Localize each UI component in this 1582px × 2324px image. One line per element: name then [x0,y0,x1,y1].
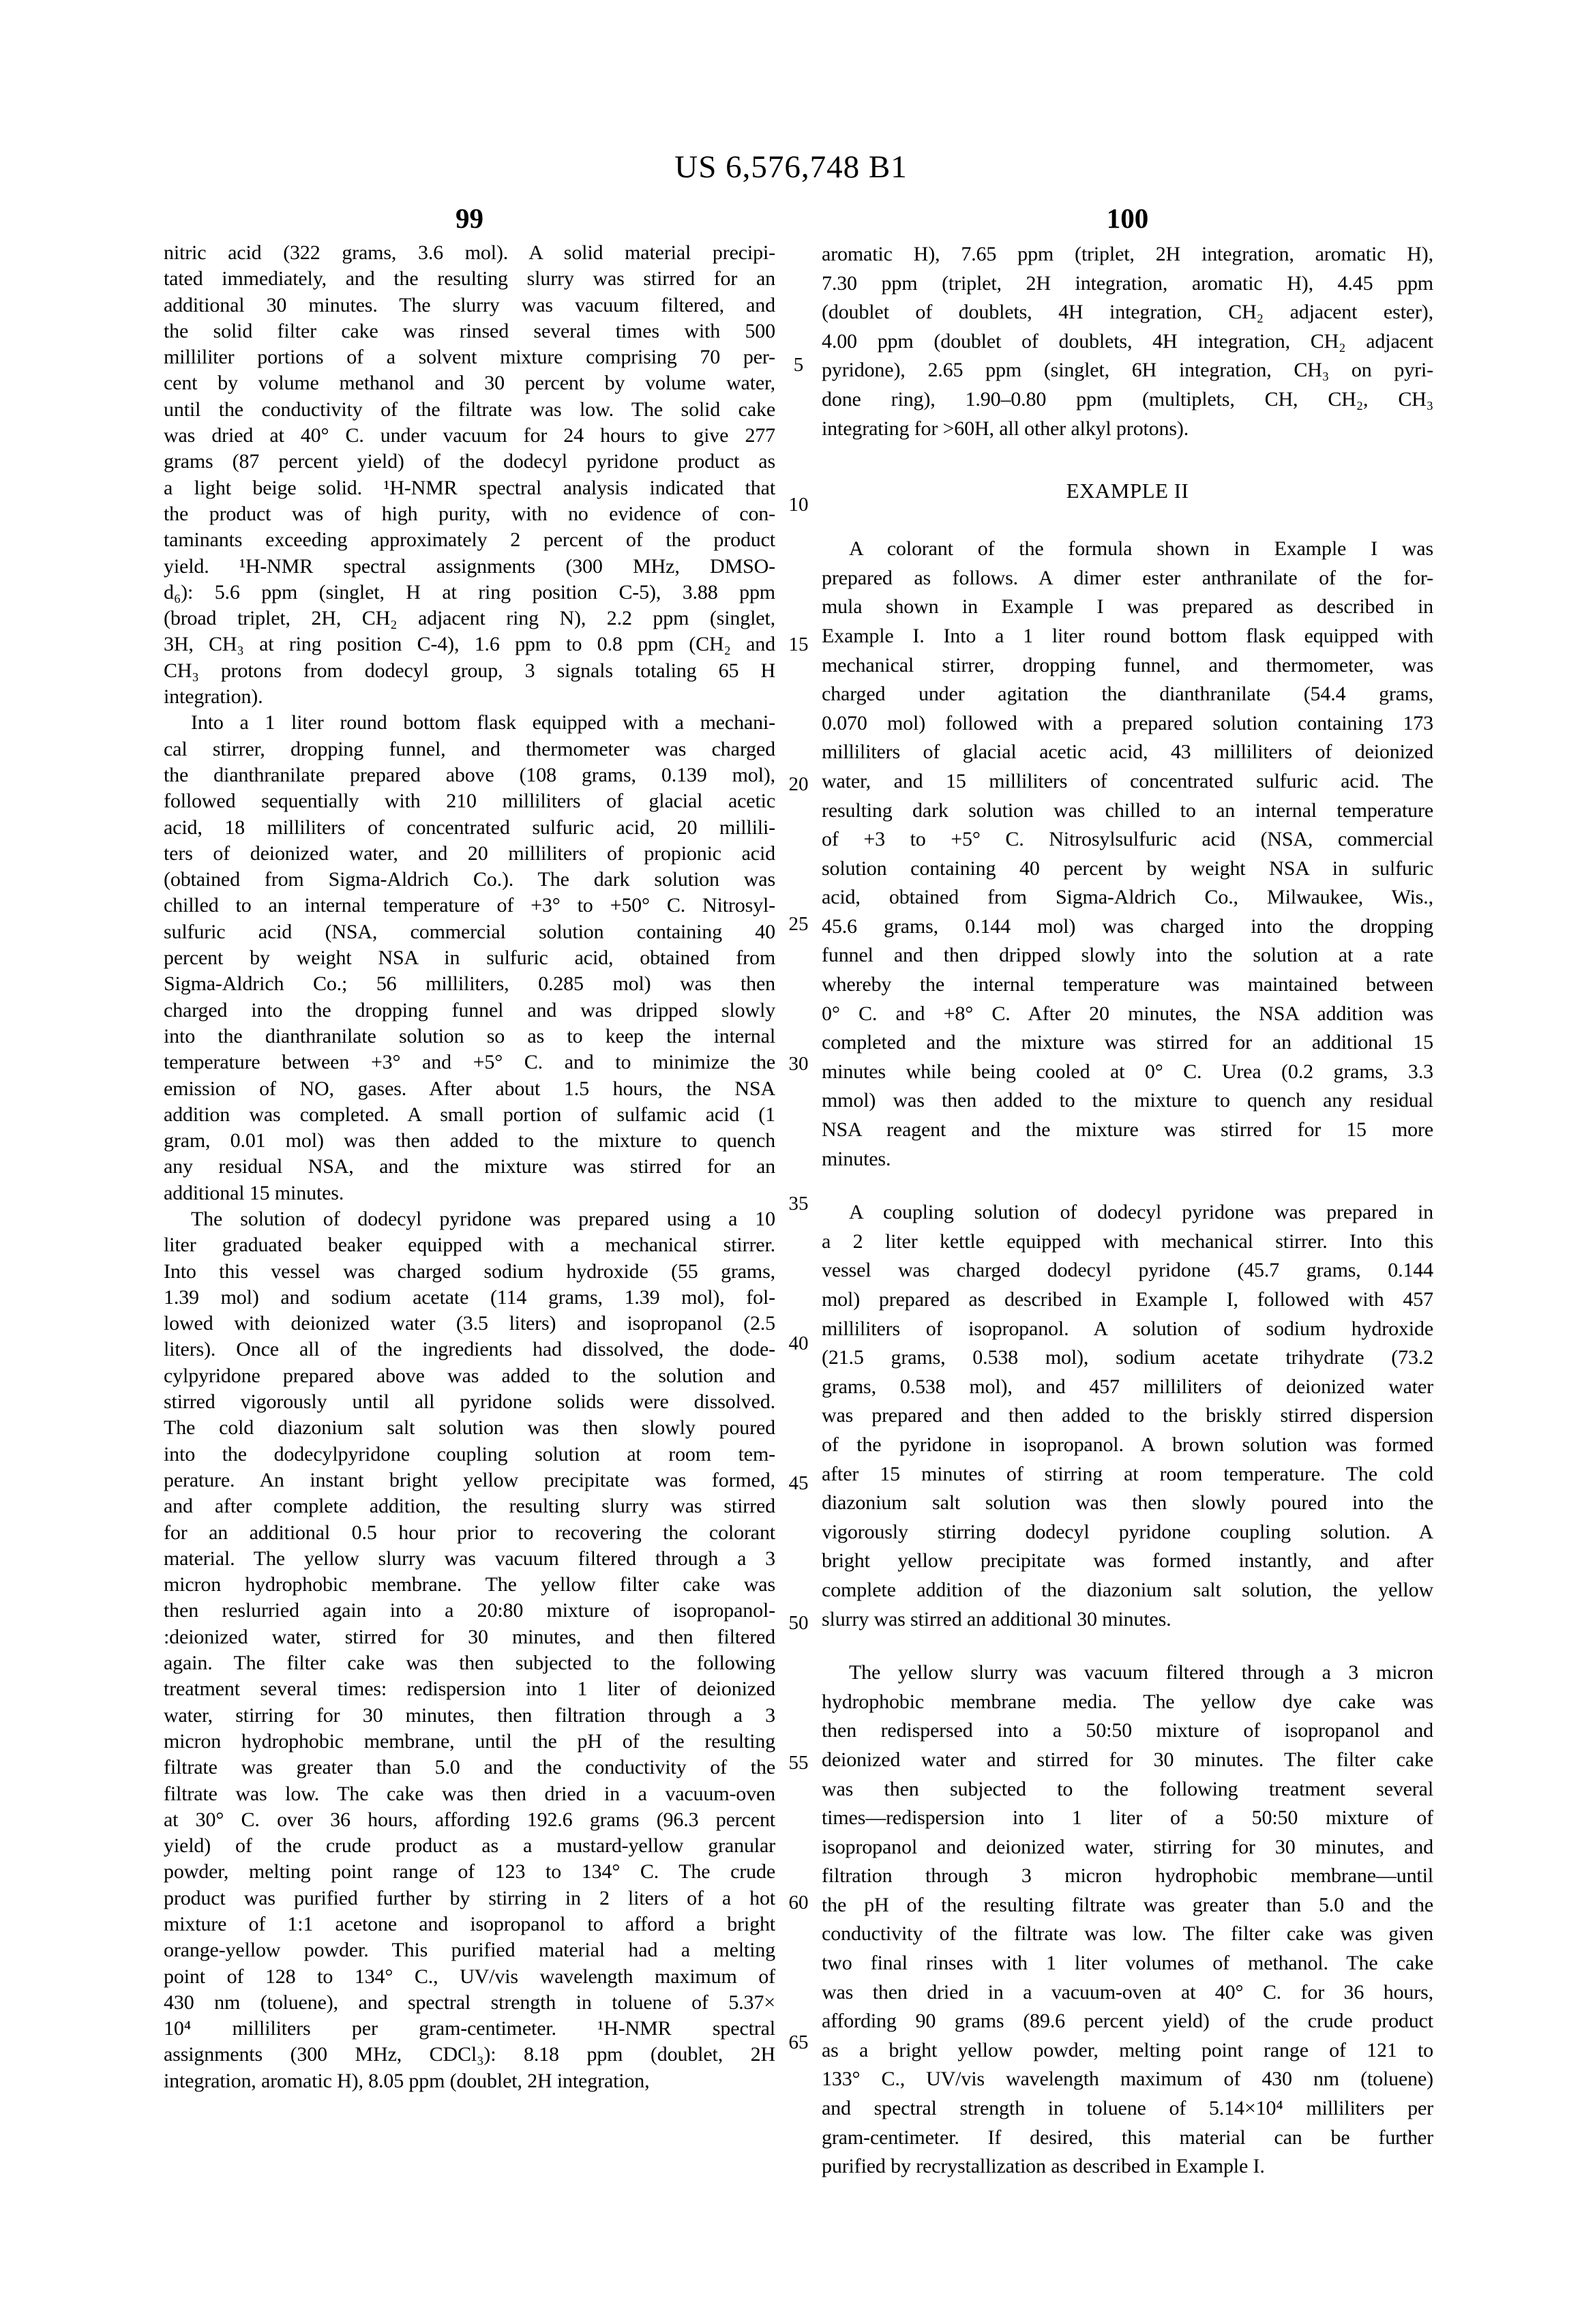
text-line: powder, melting point range of 123 to 134° C. The crude [164,1860,775,1883]
paragraph [822,1198,1433,1634]
text-line: vigorously stirring dodecyl pyridone coupling solution. A [822,1520,1433,1543]
text-line: integration, aromatic H), 8.05 ppm (doublet, 2H integration, [164,2069,650,2092]
text-line: mmol) was then added to the mixture to quench any residual [822,1089,1433,1112]
text-line: gram, 0.01 mol) was then added to the mixture to quench [164,1129,775,1152]
text-line: chilled to an internal temperature of +3° to +50° C. Nitrosyl- [164,894,775,917]
text-line: filtrate was low. The cake was then dried in a vacuum-oven [164,1782,775,1805]
paragraph [822,240,1433,443]
text-line: micron hydrophobic membrane, until the pH of the resulting [164,1729,775,1753]
text-line: and after complete addition, the resulting slurry was stirred [164,1495,775,1518]
text-line: liter graduated beaker equipped with a mechanical stirrer. [164,1234,775,1257]
text-line: complete addition of the diazonium salt solution, the yellow [822,1578,1433,1601]
text-line: of +3 to +5° C. Nitrosylsulfuric acid (NSA, commercial [822,828,1433,851]
example-heading: EXAMPLE II [1066,479,1189,503]
text-line: micron hydrophobic membrane. The yellow filter cake was [164,1573,775,1596]
text-line: Into this vessel was charged sodium hydroxide (55 grams, [164,1260,775,1283]
text-line: done ring), 1.90–0.80 ppm (multiplets, CH, CH₂, CH₃ [822,387,1433,411]
text-line: whereby the internal temperature was maintained between [822,973,1433,996]
text-line: product was purified further by stirring in 2 liters of a hot [164,1886,775,1909]
text-line: for an additional 0.5 hour prior to recovering the colorant [164,1521,775,1544]
text-line: a light beige solid. ¹H-NMR spectral analysis indicated that [164,476,775,499]
line-number: 55 [788,1752,809,1774]
text-line: the dianthranilate prepared above (108 grams, 0.139 mol), [164,763,775,786]
text-line: purified by recrystallization as described in Example I. [822,2155,1265,2178]
text-line: addition was completed. A small portion of sulfamic acid (1 [164,1103,775,1126]
text-line: ters of deionized water, and 20 milliliters of propionic acid [164,841,775,865]
text-line: gram-centimeter. If desired, this material can be further [822,2126,1433,2149]
line-number: 60 [788,1892,809,1913]
text-line: minutes. [822,1147,891,1170]
text-line: 10⁴ milliliters per gram-centimeter. ¹H-NMR spectral [164,2017,775,2040]
text-line: Into a 1 liter round bottom flask equipped with a mechani- [191,711,775,734]
text-line: A colorant of the formula shown in Example I was [849,537,1433,561]
text-line: integrating for >60H, all other alkyl protons). [822,417,1189,440]
text-line: acid, obtained from Sigma-Aldrich Co., Milwaukee, Wis., [822,886,1433,909]
text-line: d₆): 5.6 ppm (singlet, H at ring position C-5), 3.88 ppm [164,580,775,604]
text-line: stirred vigorously until all pyridone solids were dissolved. [164,1390,775,1414]
text-line: the pH of the resulting filtrate was greater than 5.0 and the [822,1893,1433,1916]
text-line: into the dodecylpyridone coupling solution at room tem- [164,1442,775,1465]
text-line: taminants exceeding approximately 2 percent of the product [164,528,775,552]
text-line: conductivity of the filtrate was low. The filter cake was given [822,1922,1433,1946]
text-line: pyridone), 2.65 ppm (singlet, 6H integration, CH₃ on pyri- [822,359,1433,382]
text-line: then redispersed into a 50:50 mixture of isopropanol and [822,1719,1433,1742]
text-line: sulfuric acid (NSA, commercial solution containing 40 [164,920,775,943]
text-line: additional 30 minutes. The slurry was vacuum filtered, and [164,293,775,316]
line-number: 30 [788,1053,809,1075]
text-line: 7.30 ppm (triplet, 2H integration, aromatic H), 4.45 ppm [822,271,1433,295]
left-text-column [164,240,775,2094]
text-line: liters). Once all of the ingredients had dissolved, the dode- [164,1338,775,1361]
text-line: 430 nm (toluene), and spectral strength in toluene of 5.37× [164,1991,775,2014]
text-line: water, stirring for 30 minutes, then filtration through a 3 [164,1703,775,1727]
text-line: was then dried in a vacuum-oven at 40° C. for 36 hours, [822,1980,1433,2003]
text-line: treatment several times: redispersion into 1 liter of deionized [164,1678,775,1701]
text-line: temperature between +3° and +5° C. and to minimize the [164,1051,775,1074]
line-number: 20 [788,773,809,795]
text-line: was then subjected to the following treatment several [822,1777,1433,1800]
text-line: Example I. Into a 1 liter round bottom flask equipped with [822,624,1433,647]
patent-number-header: US 6,576,748 B1 [674,149,908,185]
text-line: funnel and then dripped slowly into the solution at a rate [822,944,1433,967]
text-line: integration). [164,685,263,709]
paragraph [822,1658,1433,2181]
text-line: emission of NO, gases. After about 1.5 hours, the NSA [164,1077,775,1100]
text-line: charged under agitation the dianthranilate (54.4 grams, [822,683,1433,706]
line-number: 50 [788,1612,809,1634]
text-line: mol) prepared as described in Example I, followed with 457 [822,1288,1433,1311]
text-line: 4.00 ppm (doublet of doublets, 4H integration, CH₂ adjacent [822,329,1433,353]
text-line: charged into the dropping funnel and was dripped slowly [164,998,775,1022]
text-line: until the conductivity of the filtrate was low. The solid cake [164,398,775,421]
paragraph [822,535,1433,1174]
text-line: completed and the mixture was stirred for an additional 15 [822,1031,1433,1054]
text-line: two final rinses with 1 liter volumes of methanol. The cake [822,1952,1433,1975]
text-line: A coupling solution of dodecyl pyridone was prepared in [849,1201,1433,1224]
text-line: perature. An instant bright yellow precipitate was formed, [164,1468,775,1491]
text-line: the product was of high purity, with no evidence of con- [164,502,775,525]
line-number: 25 [788,913,809,935]
text-line: tated immediately, and the resulting slurry was stirred for an [164,267,775,290]
text-line: deionized water and stirred for 30 minutes. The filter cake [822,1748,1433,1771]
text-line: yield) of the crude product as a mustard-yellow granular [164,1834,775,1858]
text-line: filtrate was greater than 5.0 and the conductivity of the [164,1756,775,1779]
text-line: 0° C. and +8° C. After 20 minutes, the NSA addition was [822,1002,1433,1025]
text-line: 0.070 mol) followed with a prepared solution containing 173 [822,711,1433,734]
text-line: 1.39 mol) and sodium acetate (114 grams, 1.39 mol), fol- [164,1285,775,1309]
text-line: (doublet of doublets, 4H integration, CH₂ adjacent ester), [822,301,1433,324]
text-line: minutes while being cooled at 0° C. Urea (0.2 grams, 3.3 [822,1060,1433,1083]
text-line: The yellow slurry was vacuum filtered through a 3 micron [849,1661,1433,1684]
text-line: (21.5 grams, 0.538 mol), sodium acetate trihydrate (73.2 [822,1346,1433,1369]
column-number-left: 99 [456,203,483,234]
text-line: any residual NSA, and the mixture was stirred for an [164,1155,775,1178]
text-line: yield. ¹H-NMR spectral assignments (300 MHz, DMSO- [164,554,775,578]
line-number: 10 [788,494,809,516]
text-line: and spectral strength in toluene of 5.14×10⁴ milliliters per [822,2097,1433,2120]
text-line: The cold diazonium salt solution was then slowly poured [164,1416,775,1440]
text-line: of the pyridone in isopropanol. A brown solution was formed [822,1433,1433,1456]
text-line: :deionized water, stirred for 30 minutes, and then filtered [164,1625,775,1648]
text-line: NSA reagent and the mixture was stirred for 15 more [822,1118,1433,1142]
text-line: (broad triplet, 2H, CH₂ adjacent ring N), 2.2 ppm (singlet, [164,607,775,630]
text-line: 45.6 grams, 0.144 mol) was charged into the dropping [822,914,1433,938]
text-line: lowed with deionized water (3.5 liters) and isopropanol (2.5 [164,1312,775,1335]
text-line: a 2 liter kettle equipped with mechanical stirrer. Into this [822,1230,1433,1253]
right-text-column [822,240,1433,2181]
text-line: vessel was charged dodecyl pyridone (45.7 grams, 0.144 [822,1259,1433,1282]
text-line: affording 90 grams (89.6 percent yield) of the crude product [822,2010,1433,2033]
text-line: the solid filter cake was rinsed several times with 500 [164,319,775,342]
text-line: orange-yellow powder. This purified material had a melting [164,1939,775,1962]
text-line: milliliters of isopropanol. A solution of sodium hydroxide [822,1317,1433,1340]
text-line: milliliters of glacial acetic acid, 43 milliliters of deionized [822,741,1433,764]
text-line: Sigma-Aldrich Co.; 56 milliliters, 0.285 mol) was then [164,972,775,996]
text-line: 133° C., UV/vis wavelength maximum of 430 nm (toluene) [822,2068,1433,2091]
line-number: 65 [788,2031,809,2053]
text-line: aromatic H), 7.65 ppm (triplet, 2H integration, aromatic H), [822,243,1433,265]
text-line: mixture of 1:1 acetone and isopropanol to afford a bright [164,1913,775,1935]
text-line: milliliter portions of a solvent mixture comprising 70 per- [164,346,775,369]
text-line: grams (87 percent yield) of the dodecyl pyridone product as [164,450,775,473]
paragraph [164,1206,775,2094]
text-line: mula shown in Example I was prepared as described in [822,595,1433,619]
text-line: slurry was stirred an additional 30 minutes. [822,1607,1171,1630]
text-line: material. The yellow slurry was vacuum filtered through a 3 [164,1547,775,1570]
text-line: The solution of dodecyl pyridone was prepared using a 10 [191,1207,775,1230]
text-line: prepared as follows. A dimer ester anthranilate of the for- [822,566,1433,589]
text-line: hydrophobic membrane media. The yellow dye cake was [822,1690,1433,1713]
text-line: isopropanol and deionized water, stirring for 30 minutes, and [822,1835,1433,1858]
text-line: into the dianthranilate solution so as to keep the internal [164,1024,775,1047]
text-line: diazonium salt solution was then slowly poured into the [822,1491,1433,1515]
text-line: bright yellow precipitate was formed instantly, and after [822,1549,1433,1573]
paragraph [164,710,775,1206]
text-line: as a bright yellow powder, melting point range of 121 to [822,2038,1433,2061]
text-line: (obtained from Sigma-Aldrich Co.). The dark solution was [164,868,775,891]
text-line: water, and 15 milliliters of concentrated sulfuric acid. The [822,769,1433,792]
text-line: point of 128 to 134° C., UV/vis wavelength maximum of [164,1965,775,1988]
text-line: then reslurried again into a 20:80 mixture of isopropanol- [164,1599,775,1622]
text-line: solution containing 40 percent by weight NSA in sulfuric [822,856,1433,880]
text-line: acid, 18 milliliters of concentrated sulfuric acid, 20 millili- [164,816,775,839]
paragraph [164,240,775,710]
text-line: cylpyridone prepared above was added to the solution and [164,1364,775,1387]
text-line: cal stirrer, dropping funnel, and thermometer was charged [164,737,775,760]
line-number: 35 [788,1193,809,1215]
text-line: additional 15 minutes. [164,1181,344,1204]
text-line: CH₃ protons from dodecyl group, 3 signals totaling 65 H [164,659,775,682]
line-number: 40 [788,1332,809,1354]
column-number-right: 100 [1106,203,1149,234]
text-line: followed sequentially with 210 milliliters of glacial acetic [164,790,775,813]
text-line: cent by volume methanol and 30 percent by volume water, [164,372,775,395]
text-line: times—redispersion into 1 liter of a 50:50 mixture of [822,1806,1433,1830]
line-number: 15 [788,634,809,655]
text-line: again. The filter cake was then subjected to the following [164,1652,775,1675]
text-line: percent by weight NSA in sulfuric acid, obtained from [164,947,775,970]
text-line: mechanical stirrer, dropping funnel, and thermometer, was [822,653,1433,676]
text-line: filtration through 3 micron hydrophobic membrane—until [822,1864,1433,1888]
line-number: 45 [788,1472,809,1494]
text-line: at 30° C. over 36 hours, affording 192.6 grams (96.3 percent [164,1808,775,1831]
text-line: resulting dark solution was chilled to an internal temperature [822,799,1433,822]
text-line: assignments (300 MHz, CDCl₃): 8.18 ppm (doublet, 2H [164,2043,775,2066]
text-line: grams, 0.538 mol), and 457 milliliters of deionized water [822,1375,1433,1398]
text-line: was prepared and then added to the briskly stirred dispersion [822,1404,1433,1427]
line-number: 5 [793,354,804,376]
text-line: 3H, CH₃ at ring position C-4), 1.6 ppm to 0.8 ppm (CH₂ and [164,633,775,656]
text-line: nitric acid (322 grams, 3.6 mol). A solid material precipi- [164,241,775,264]
text-line: after 15 minutes of stirring at room temperature. The cold [822,1462,1433,1485]
text-line: was dried at 40° C. under vacuum for 24 hours to give 277 [164,424,775,447]
